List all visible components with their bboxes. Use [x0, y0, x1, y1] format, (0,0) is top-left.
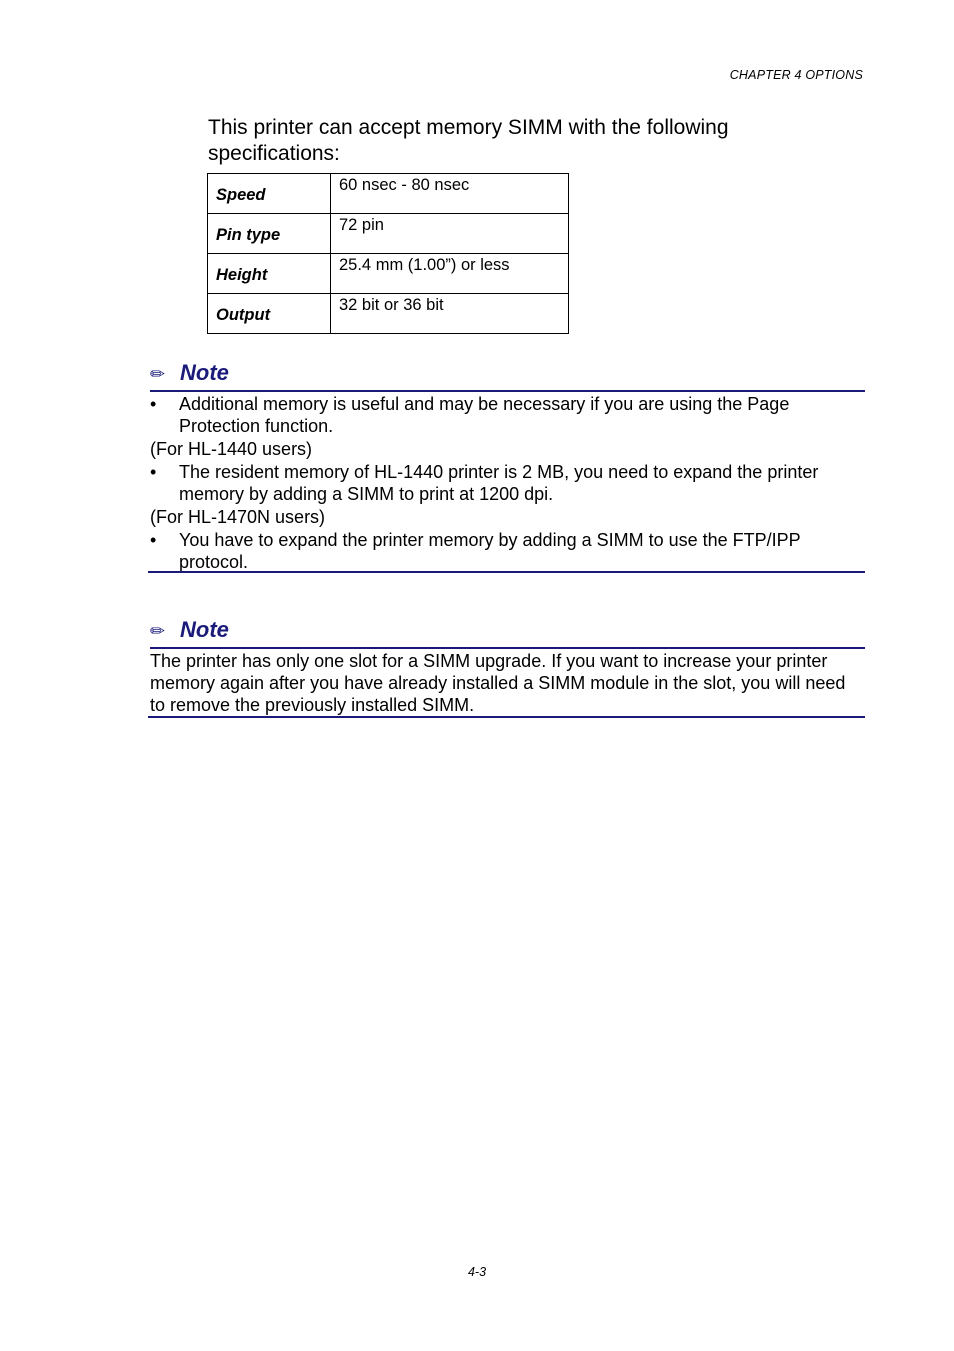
spec-value: 32 bit or 36 bit [331, 294, 569, 334]
pencil-icon: ✏ [150, 364, 166, 384]
note-1-body [150, 393, 865, 573]
table-row [208, 294, 569, 334]
bullet-text: You have to expand the printer memory by adding a SIMM to use the FTP/IPP protocol. [179, 530, 801, 572]
spec-value: 60 nsec - 80 nsec [331, 174, 569, 214]
spec-key: Output [208, 294, 331, 334]
spec-value: 72 pin [331, 214, 569, 254]
note-2-body: The printer has only one slot for a SIMM upgrade. If you want to increase your printer memory again after you have already installed a SIMM module in the slot, you will need to remove the previously installed SIMM. [150, 651, 846, 715]
table-row [208, 254, 569, 294]
simm-spec-table [207, 173, 569, 334]
list-item: • The resident memory of HL-1440 printer is 2 MB, you need to expand the printer memory by adding a SIMM to print at 1200 dpi. [150, 462, 819, 504]
list-item: • Additional memory is useful and may be necessary if you are using the Page Protection function. [150, 394, 790, 436]
note-1-header [150, 362, 865, 392]
user-group-label: (For HL-1470N users) [150, 507, 326, 527]
bullet-text: Additional memory is useful and may be necessary if you are using the Page Protection function. [179, 394, 790, 436]
pencil-icon: ✏ [150, 621, 166, 641]
table-row [208, 214, 569, 254]
note-2-header [150, 619, 865, 649]
spec-key: Height [208, 254, 331, 294]
note-2-divider [148, 716, 865, 718]
note-1-title: Note [180, 360, 229, 385]
chapter-header: CHAPTER 4 OPTIONS [729, 68, 863, 82]
page-number: 4-3 [467, 1265, 487, 1279]
spec-key: Speed [208, 174, 331, 214]
note-1-divider [148, 571, 865, 573]
spec-value: 25.4 mm (1.00”) or less [331, 254, 569, 294]
user-group-label: (For HL-1440 users) [150, 439, 313, 459]
table-row [208, 174, 569, 214]
list-item: • You have to expand the printer memory by adding a SIMM to use the FTP/IPP protocol. [150, 530, 801, 572]
note-2-title: Note [180, 617, 229, 642]
spec-key: Pin type [208, 214, 331, 254]
intro-paragraph: This printer can accept memory SIMM with the following specifications: [208, 116, 729, 165]
bullet-text: The resident memory of HL-1440 printer is 2 MB, you need to expand the printer memory by adding a SIMM to print at 1200 dpi. [179, 462, 819, 504]
